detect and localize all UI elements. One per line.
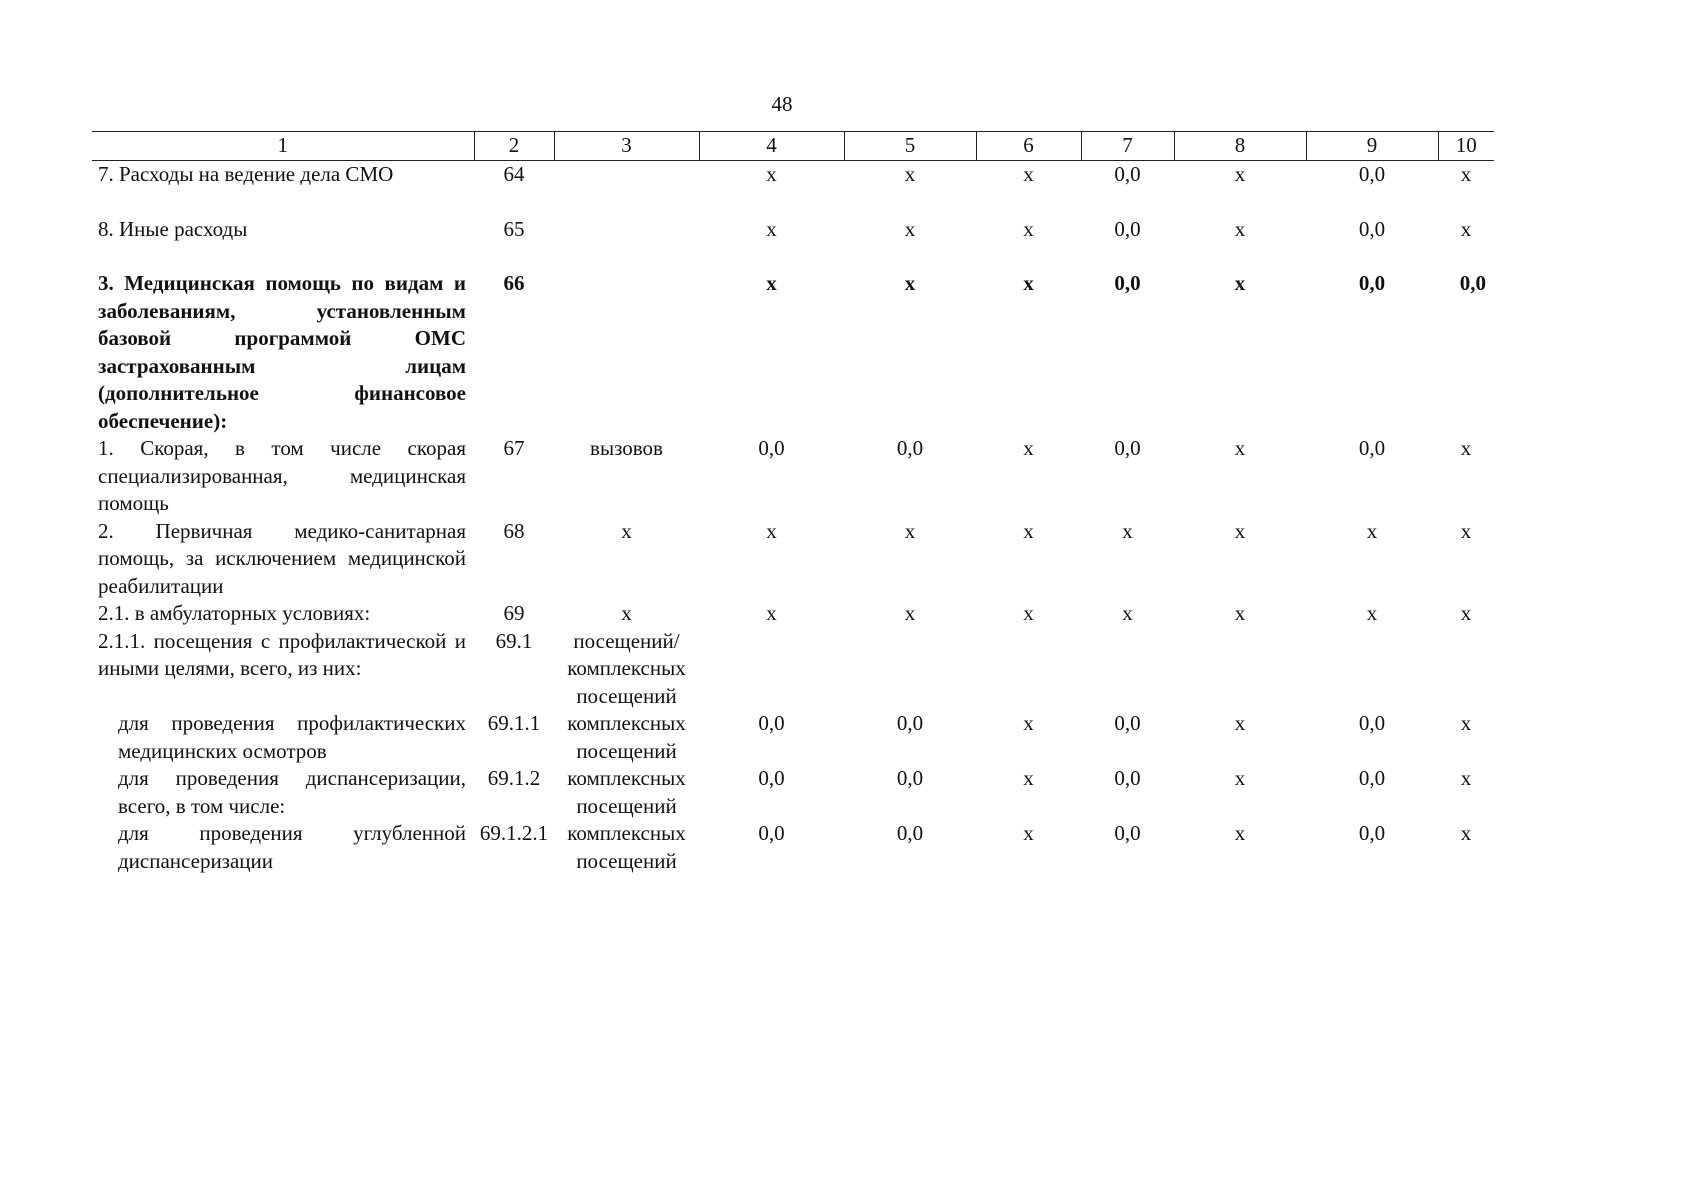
cell-col6: х [1023,518,1034,543]
row-label: 8. Иные расходы [98,216,248,241]
cell-col6: х [1023,821,1034,845]
cell-col4: 0,0 [758,711,785,735]
cell-col9: х [1366,601,1378,625]
page-number: 48 [771,92,793,116]
cell-col6: х [1023,436,1034,460]
cell-col9: 0,0 [1358,436,1386,460]
table-row [92,216,1494,244]
row-code: 69.1 [495,628,533,653]
cell-col10: х [1460,711,1472,735]
cell-col5: 0,0 [896,711,924,735]
cell-col7: х [1122,518,1133,543]
row-label: 1. Скорая, в том числе скорая специализированная, медицинская помощь [98,436,466,515]
row-label: 2. Первичная медико-санитарная помощь, за исключением медицинской реабилитации [98,518,466,598]
row-code: 66 [503,271,525,295]
cell-col6: х [1023,162,1034,186]
cell-col6: х [1023,601,1034,625]
cell-col4 [699,628,844,711]
table-row [92,628,1494,711]
cell-col10: х [1460,766,1472,790]
row-label: для проведения углубленной диспансеризации [118,821,466,873]
cell-col9: х [1366,518,1378,543]
cell-col6: х [1023,216,1034,241]
cell-col10: х [1460,601,1472,625]
cell-col8: х [1234,271,1246,295]
row-label: 2.1.1. посещения с профилактической и иными целями, всего, из них: [98,628,466,680]
cell-col9: 0,0 [1358,162,1386,186]
table-row [92,435,1494,518]
cell-col9: 0,0 [1358,711,1386,735]
column-header: 3 [554,132,699,161]
column-header: 7 [1081,132,1174,161]
row-code: 68 [503,518,525,543]
cell-col8: х [1234,216,1246,241]
column-header: 10 [1438,132,1494,161]
row-unit: х [621,601,632,625]
column-header: 1 [92,132,474,161]
cell-col10: х [1460,821,1472,845]
row-label: для проведения диспансеризации, всего, в том числе: [118,766,466,818]
cell-col4: 0,0 [758,821,785,845]
cell-col6: х [1023,271,1034,295]
row-unit [554,270,699,435]
cell-col10 [1438,628,1494,711]
row-code: 69.1.2.1 [479,821,549,845]
cell-col7: 0,0 [1114,821,1141,845]
row-label: 3. Медицинская помощь по видам и заболеваниям, установленным базовой программой ОМС застрахованным лицам (дополнительное финансовое обеспечение): [98,271,466,433]
row-unit [554,161,699,189]
cell-col9: 0,0 [1358,766,1386,790]
table-row [92,600,1494,628]
header-row [92,132,1494,161]
cell-col5: 0,0 [896,436,924,460]
cell-col10: х [1460,436,1472,460]
cell-col5: 0,0 [896,766,924,790]
column-header: 6 [976,132,1081,161]
row-unit: комплексных посещений [567,711,686,763]
row-unit: комплексных посещений [567,766,686,818]
cell-col6: х [1023,766,1034,790]
data-table [92,131,1494,875]
table-row-section [92,270,1494,435]
cell-col10: х [1460,518,1472,543]
cell-col7: 0,0 [1114,162,1141,186]
cell-col9: 0,0 [1358,271,1386,295]
row-code: 67 [503,436,525,460]
cell-col7: 0,0 [1114,711,1141,735]
cell-col5: х [904,518,916,543]
cell-col8: х [1234,436,1246,460]
cell-col8: х [1234,711,1246,735]
row-code: 65 [503,216,525,241]
table-row [92,765,1494,820]
row-unit: х [621,518,632,543]
cell-col4: х [766,216,777,241]
cell-col7: 0,0 [1114,216,1141,241]
column-header: 4 [699,132,844,161]
cell-col8: х [1234,162,1246,186]
row-label: 2.1. в амбулаторных условиях: [98,601,371,625]
cell-col8: х [1234,766,1246,790]
cell-col9: 0,0 [1358,216,1386,241]
column-header: 9 [1306,132,1438,161]
cell-col4: х [766,162,777,186]
table-row [92,518,1494,601]
column-header: 8 [1174,132,1306,161]
cell-col10: 0,0 [1459,271,1486,295]
cell-col7: 0,0 [1114,436,1141,460]
cell-col7: х [1122,601,1133,625]
cell-col7: 0,0 [1114,271,1141,295]
row-label: 7. Расходы на ведение дела СМО [98,162,394,186]
spacer-row [92,189,1494,216]
table-row [92,161,1494,189]
column-header: 5 [844,132,976,161]
cell-col7: 0,0 [1114,766,1141,790]
cell-col5: х [904,271,916,295]
cell-col5: х [904,216,916,241]
table-row [92,710,1494,765]
cell-col5: х [904,601,916,625]
cell-col6: х [1023,711,1034,735]
row-code: 64 [503,162,525,186]
cell-col5: х [904,162,916,186]
cell-col8 [1174,628,1306,711]
cell-col9 [1306,628,1438,711]
cell-col9: 0,0 [1358,821,1386,845]
table-row [92,820,1494,875]
cell-col8: х [1234,601,1246,625]
cell-col4: х [766,601,777,625]
cell-col7 [1081,628,1174,711]
cell-col4: х [766,518,777,543]
column-header: 2 [474,132,554,161]
row-unit: посещений/ комплексных посещений [567,628,686,708]
row-label: для проведения профилактических медицинских осмотров [118,711,466,763]
row-code: 69.1.2 [487,766,541,790]
cell-col4: 0,0 [758,436,785,460]
cell-col4: 0,0 [758,766,785,790]
cell-col10: х [1460,216,1472,241]
cell-col8: х [1234,518,1246,543]
spacer-row [92,243,1494,270]
row-unit: комплексных посещений [567,821,686,873]
cell-col5 [844,628,976,711]
row-code: 69.1.1 [487,711,541,735]
cell-col5: 0,0 [896,821,924,845]
cell-col8: х [1234,821,1246,845]
cell-col4: х [766,271,777,295]
row-code: 69 [503,601,525,625]
row-unit: вызовов [590,436,663,460]
row-unit [554,216,699,244]
cell-col6 [976,628,1081,711]
cell-col10: х [1460,162,1472,186]
